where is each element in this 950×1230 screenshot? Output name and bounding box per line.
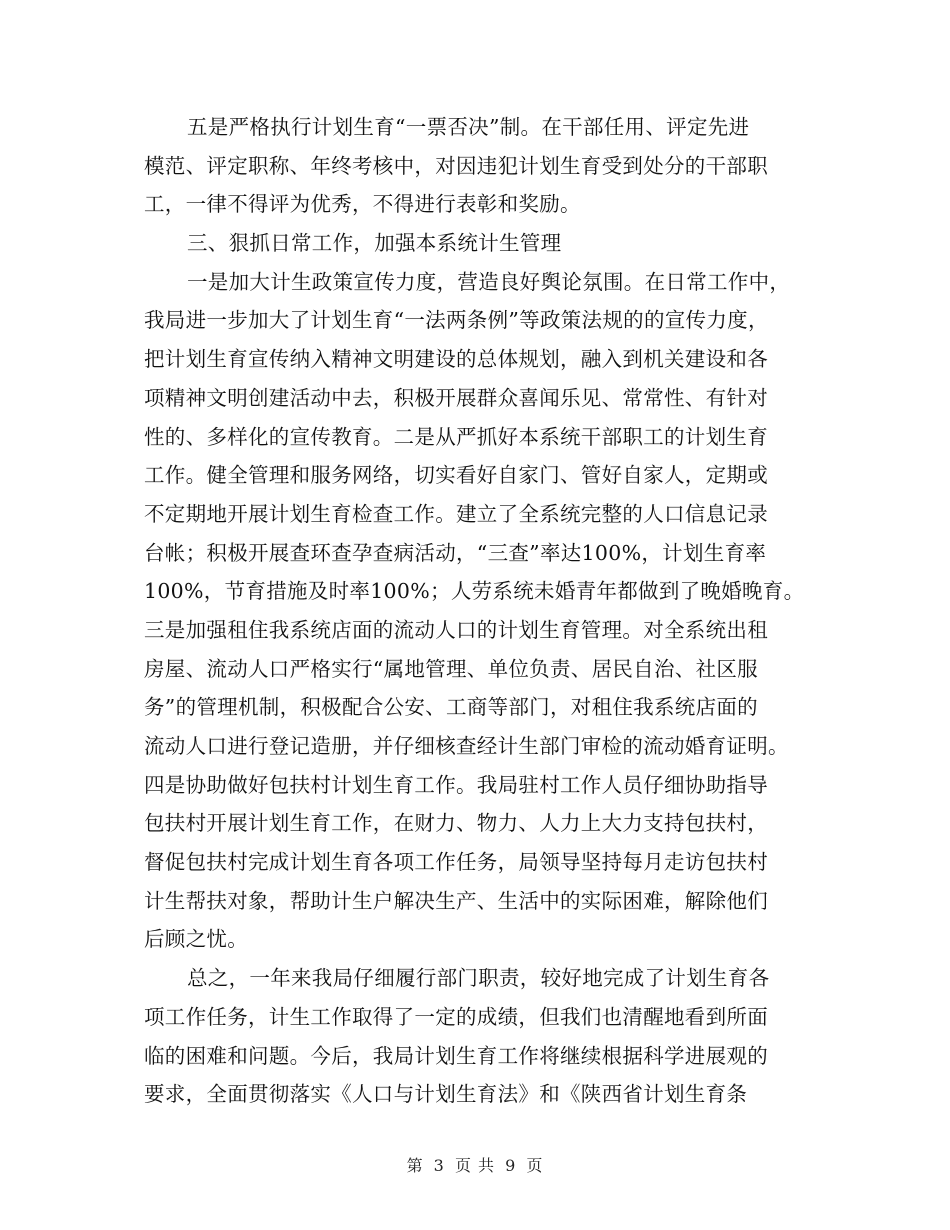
text-line: 总之，一年来我局仔细履行部门职责，较好地完成了计划生育各 [187,966,770,991]
text-line: 督促包扶村完成计划生育各项工作任务，局领导坚持每月走访包扶村 [144,850,768,875]
footer-middle: 页 共 [454,1156,496,1175]
text-line: 一是加大计生政策宣传力度，营造良好舆论氛围。在日常工作中， [187,269,791,294]
text-line: 房屋、流动人口严格实行“属地管理、单位负责、居民自治、社区服 [144,656,758,681]
text-line: 计生帮扶对象，帮助计生户解决生产、生活中的实际困难，解除他们 [144,888,768,913]
text-line: 把计划生育宣传纳入精神文明建设的总体规划，融入到机关建设和各 [144,347,768,372]
footer-total-pages: 9 [505,1156,517,1175]
text-line: 临的困难和问题。今后，我局计划生育工作将继续根据科学进展观的 [144,1043,768,1068]
text-line: 工作。健全管理和服务网络，切实看好自家门、管好自家人，定期或 [144,463,768,488]
text-line: 三是加强租住我系统店面的流动人口的计划生育管理。对全系统出租 [144,617,768,642]
footer-current-page: 3 [433,1156,445,1175]
text-line: 后顾之忧。 [144,927,248,952]
footer-prefix: 第 [406,1156,424,1175]
page-footer [0,1153,950,1176]
text-line: 性的、多样化的宣传教育。二是从严抓好本系统干部职工的计划生育 [144,424,768,449]
text-line: 工，一律不得评为优秀，不得进行表彰和奖励。 [144,192,581,217]
text-line: 要求，全面贯彻落实《人口与计划生育法》和《陕西省计划生育条 [144,1082,748,1107]
text-line: 三、狠抓日常工作，加强本系统计生管理 [187,231,562,256]
footer-suffix: 页 [526,1156,544,1175]
text-line: 务”的管理机制，积极配合公安、工商等部门，对租住我系统店面的 [144,695,758,720]
text-line: 包扶村开展计划生育工作，在财力、物力、人力上大力支持包扶村， [144,811,768,836]
text-line: 项精神文明创建活动中去，积极开展群众喜闻乐见、常常性、有针对 [144,385,768,410]
text-line: 五是严格执行计划生育“一票否决”制。在干部任用、评定先进 [187,115,750,139]
text-line: 项工作任务，计生工作取得了一定的成绩，但我们也清醒地看到所面 [144,1004,768,1029]
text-line: 台帐；积极开展查环查孕查病活动，“三查”率达100%，计划生育率 [144,540,767,565]
text-line: 我局进一步加大了计划生育“一法两条例”等政策法规的的宣传力度， [144,308,769,333]
text-line: 流动人口进行登记造册，并仔细核查经计生部门审检的流动婚育证明。 [144,734,789,758]
text-line: 不定期地开展计划生育检查工作。建立了全系统完整的人口信息记录 [144,501,768,526]
text-line: 四是协助做好包扶村计划生育工作。我局驻村工作人员仔细协助指导 [144,772,768,797]
text-line: 模范、评定职称、年终考核中，对因违犯计划生育受到处分的干部职 [144,153,768,178]
text-line: 100%，节育措施及时率100%；人劳系统未婚青年都做到了晚婚晚育。 [144,579,805,604]
document-body [144,108,804,1114]
